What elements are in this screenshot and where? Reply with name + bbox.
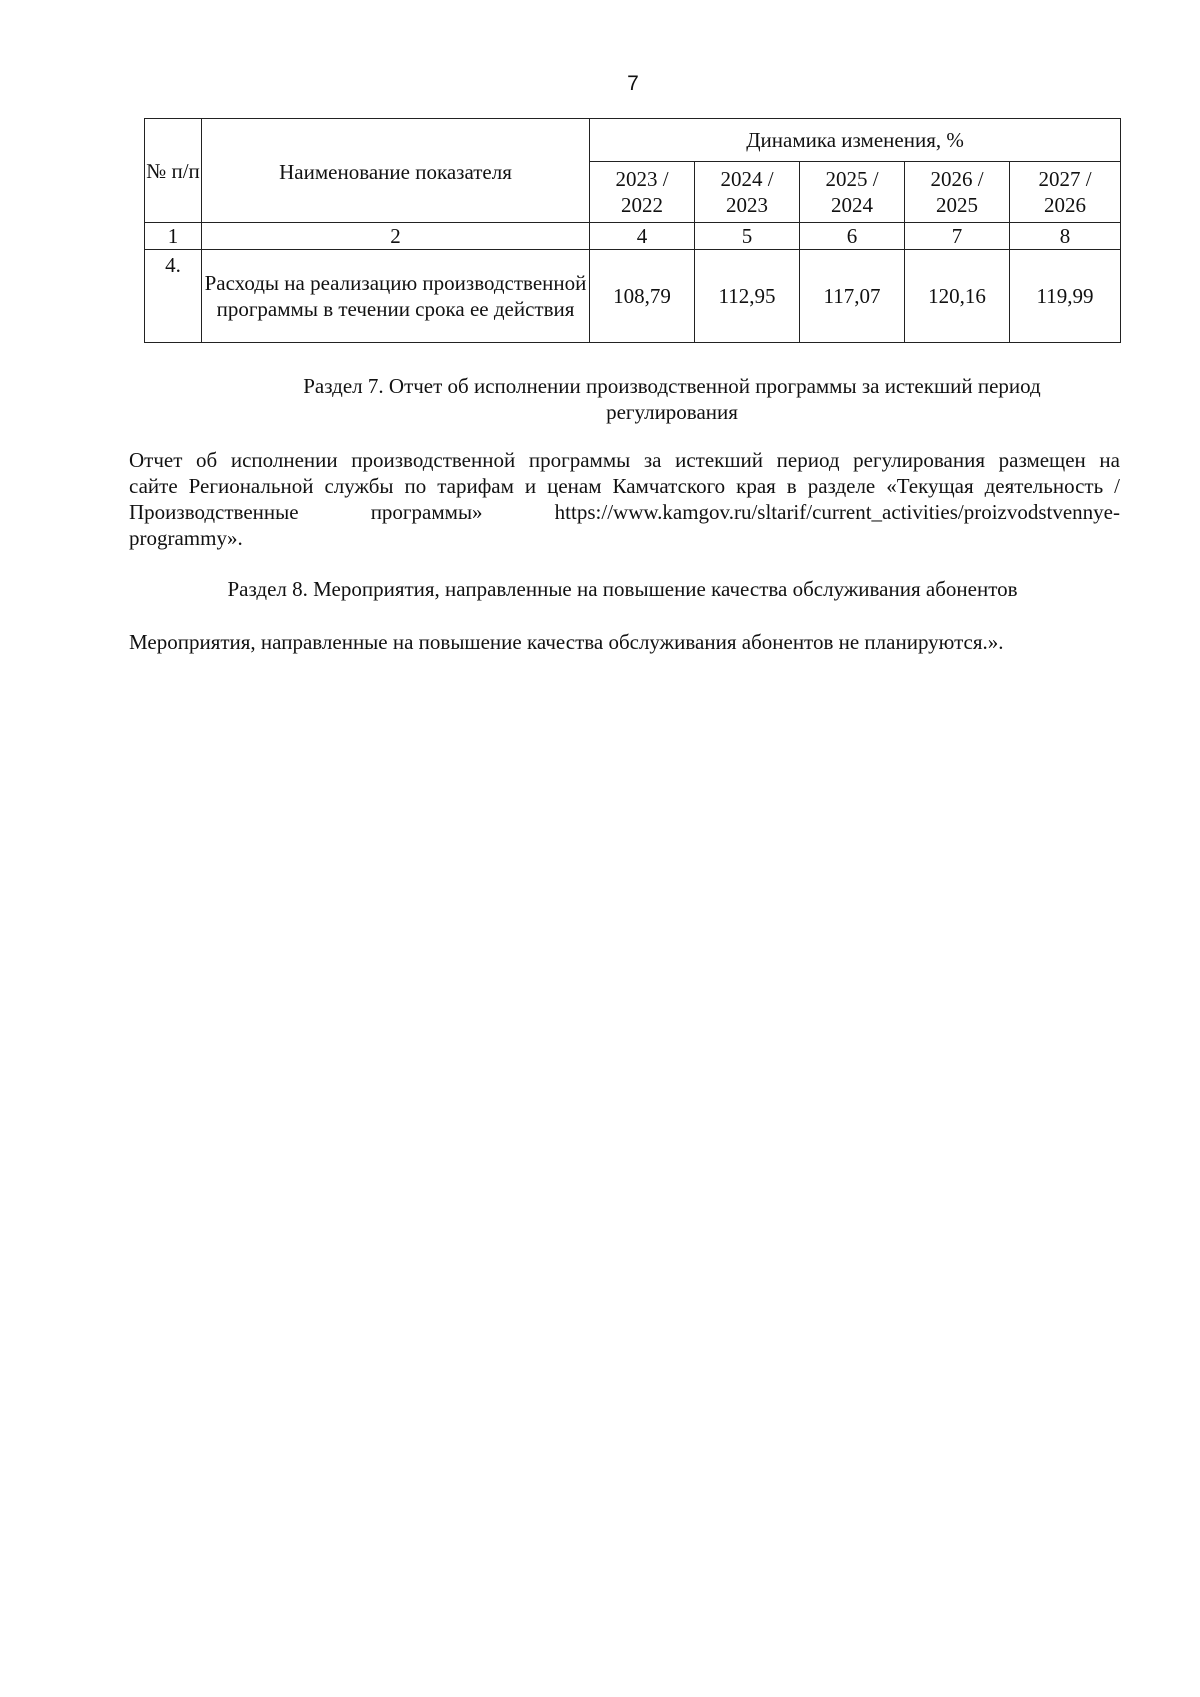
indicators-table: [144, 118, 1121, 343]
section-7-title: Раздел 7. Отчет об исполнении производственной программы за истекший период регулирования: [303, 374, 1041, 424]
period-header: 2023 / 2022: [590, 162, 695, 223]
period-header: 2025 / 2024: [800, 162, 905, 223]
index-cell: 8: [1010, 223, 1121, 250]
col-num-header: № п/п: [145, 119, 202, 223]
index-cell: 7: [905, 223, 1010, 250]
text-line: сайте Региональной службы по тарифам и ценам Камчатского края в разделе «Текущая деятельность /: [129, 474, 1120, 498]
row-number: 4.: [145, 250, 202, 343]
dynamics-header: Динамика изменения, %: [590, 119, 1121, 162]
table-row: [145, 250, 1121, 343]
index-cell: 5: [695, 223, 800, 250]
value-cell: 120,16: [905, 250, 1010, 343]
value-cell: 108,79: [590, 250, 695, 343]
table-index-row: [145, 223, 1121, 250]
period-header: 2027 / 2026: [1010, 162, 1121, 223]
index-cell: 6: [800, 223, 905, 250]
section-7-text: [129, 447, 1120, 551]
col-name-header: Наименование показателя: [202, 119, 590, 223]
value-cell: 117,07: [800, 250, 905, 343]
section-8-text: Мероприятия, направленные на повышение качества обслуживания абонентов не планируются.».: [129, 630, 1004, 654]
value-cell: 119,99: [1010, 250, 1121, 343]
page-number: 7: [627, 72, 639, 95]
index-cell: 4: [590, 223, 695, 250]
index-cell: 1: [145, 223, 202, 250]
table-header-row: [145, 119, 1121, 162]
text-line: programmy».: [129, 526, 243, 550]
text-line: Отчет об исполнении производственной программы за истекший период регулирования размещен на: [129, 448, 1120, 472]
value-cell: 112,95: [695, 250, 800, 343]
row-name: Расходы на реализацию производственной программы в течении срока ее действия: [202, 250, 590, 343]
period-header: 2026 / 2025: [905, 162, 1010, 223]
period-header: 2024 / 2023: [695, 162, 800, 223]
section-8-title: Раздел 8. Мероприятия, направленные на повышение качества обслуживания абонентов: [227, 577, 1018, 601]
index-cell: 2: [202, 223, 590, 250]
text-line: Производственные программы» https://www.kamgov.ru/sltarif/current_activities/proizvodstvennye-: [129, 500, 1120, 524]
